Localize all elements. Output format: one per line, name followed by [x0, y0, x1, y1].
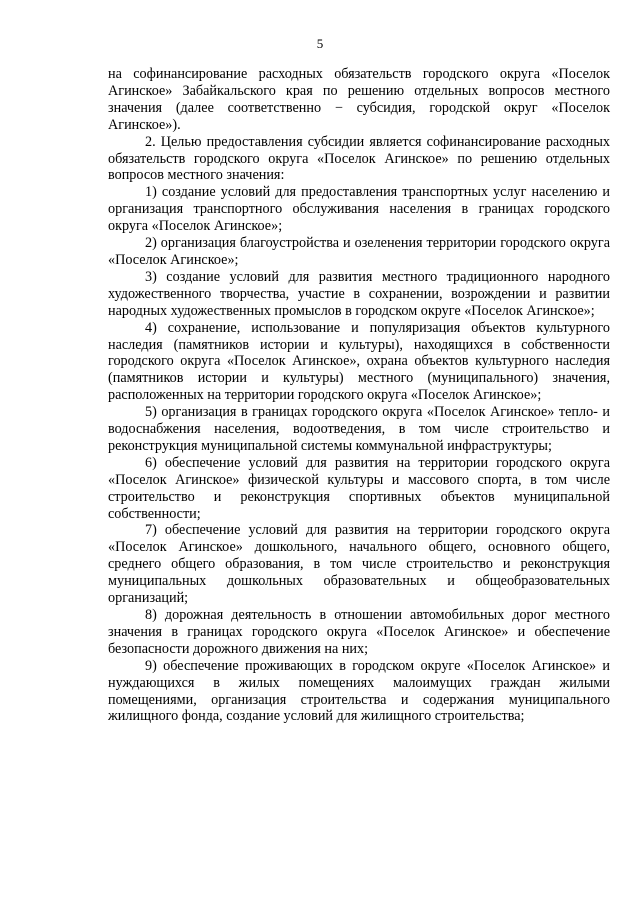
- list-item-8: 8) дорожная деятельность в отношении автомобильных дорог местного значения в границах городского округа «Поселок Агинское» и обеспечение безопасности дорожного движения на них;: [108, 607, 610, 657]
- list-item-3: 3) создание условий для развития местного традиционного народного художественного творчества, участие в сохранении, возрождении и развитии народных художественных промыслов в городском округе «Поселок Агинское»;: [108, 268, 610, 319]
- document-body: [108, 66, 610, 725]
- page-number: 5: [316, 36, 324, 51]
- list-item-1: 1) создание условий для предоставления транспортных услуг населению и организация транспортного обслуживания населения в границах городского округа «Поселок Агинское»;: [108, 184, 610, 235]
- list-item-2: 2) организация благоустройства и озеленения территории городского округа «Поселок Агинское»;: [108, 235, 610, 268]
- list-item-6: 6) обеспечение условий для развития на территории городского округа «Поселок Агинское» физической культуры и массового спорта, в том числе строительство и реконструкция спортивных объектов муниципальной собственности;: [108, 454, 610, 522]
- list-item-9: 9) обеспечение проживающих в городском округе «Поселок Агинское» и нуждающихся в жилых помещениях малоимущих граждан жилыми помещениями, организация строительства и содержания муниципального жилищного фонда, создание условий для жилищного строительства;: [108, 657, 610, 725]
- list-item-4: 4) сохранение, использование и популяризация объектов культурного наследия (памятников истории и культуры), находящихся в собственности городского округа «Поселок Агинское», охрана объектов культурного наследия (памятников истории и культуры) местного (муниципального) значения, расположенных на территории городского округа «Поселок Агинское»;: [108, 319, 610, 404]
- paragraph-intro: на софинансирование расходных обязательств городского округа «Поселок Агинское» Забайкальского края по решению отдельных вопросов местного значения (далее соответственно − субсидия, городской округ «Поселок Агинское»).: [108, 66, 610, 133]
- paragraph-purpose: 2. Целью предоставления субсидии является софинансирование расходных обязательств городского округа «Поселок Агинское» по решению отдельных вопросов местного значения:: [108, 133, 610, 184]
- list-item-5: 5) организация в границах городского округа «Поселок Агинское» тепло- и водоснабжения населения, водоотведения, в том числе строительство и реконструкция муниципальной системы коммунальной инфраструктуры;: [108, 404, 610, 454]
- list-item-7: 7) обеспечение условий для развития на территории городского округа «Поселок Агинское» дошкольного, начального общего, основного общего, среднего общего образования, в том числе строительство и реконструкция муниципальных дошкольных образовательных и общеобразовательных организаций;: [108, 522, 610, 607]
